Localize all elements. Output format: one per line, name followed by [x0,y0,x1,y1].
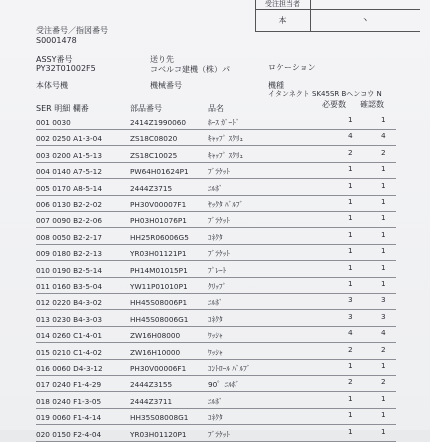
row-part-name: ﾌﾟﾚｰﾄ [208,265,227,275]
row-confirmed: 4 [381,328,386,338]
stamp-mark: 丶 [361,16,369,25]
row-confirmed: 3 [381,295,386,305]
row-confirmed: 1 [381,393,386,403]
row-ser: 004 0140 A7-5-12 [36,167,102,177]
row-part-name: ｷｬｯﾌﾟ ｽｸﾘｭ [208,134,244,144]
row-divider [36,260,396,261]
row-part-number: PH30V00006F1 [130,364,187,373]
row-ser: 018 0240 F1-3-05 [36,396,102,406]
col-name: 品名 [208,104,224,113]
row-required: 1 [348,393,353,403]
row-divider [36,178,396,179]
row-divider [36,359,396,360]
body-model-label: 本体号機 [36,81,68,90]
row-confirmed: 3 [381,311,386,321]
row-divider [36,244,396,245]
row-part-name: ｺﾝﾄﾛｰﾙ ﾊﾞﾙﾌﾞ [208,364,251,373]
row-required: 2 [348,147,353,157]
col-ser: SER 明細 欄番 [36,104,89,113]
row-part-name: ﾌﾞﾗｹｯﾄ [208,216,230,226]
machine-no-label: 機械番号 [150,81,182,90]
col-part: 部品番号 [130,104,162,113]
row-divider [36,375,396,376]
assy-label: ASSY番号 [36,55,73,64]
stamp-box [255,0,420,32]
row-confirmed: 1 [381,213,386,223]
row-required: 2 [348,377,353,387]
row-required: 1 [348,164,353,174]
row-ser: 001 0030 [36,118,71,127]
row-part-number: 2444Z3711 [130,396,173,406]
order-label: 受注番号／指図番号 [36,26,108,35]
row-required: 3 [348,295,353,305]
stamp-name: 本 [255,9,311,32]
row-part-name: ﾆﾙﾎﾞ [208,396,223,406]
row-ser: 017 0240 F1-4-29 [36,380,102,390]
row-part-name: ﾜｯｼｬ [208,347,223,357]
row-ser: 020 0150 F2-4-04 [36,429,102,439]
row-confirmed: 1 [381,361,386,370]
row-confirmed: 1 [381,164,386,174]
row-part-name: ｺﾈｸﾀ [208,413,223,423]
row-required: 1 [348,197,353,206]
row-part-name: ﾌﾞﾗｹｯﾄ [208,249,230,259]
model-value: イタンネクト SK45SR Bヘンコウ N [268,90,382,98]
row-ser: 011 0160 B3-5-04 [36,282,102,291]
row-ser: 005 0170 A8-5-14 [36,183,102,193]
row-confirmed: 2 [381,147,386,157]
row-part-number: 2414Z1990060 [130,118,187,127]
row-ser: 019 0060 F1-4-14 [36,413,102,423]
row-divider [36,391,396,392]
row-divider [36,293,396,294]
row-ser: 016 0060 D4-3-12 [36,364,103,373]
row-part-name: ﾆﾙﾎﾞ [208,183,223,193]
row-part-number: PW64H01624P1 [130,167,189,177]
row-divider [36,424,396,425]
row-ser: 013 0230 B4-3-03 [36,314,102,324]
row-required: 4 [348,131,353,141]
row-required: 1 [348,213,353,223]
row-ser: 006 0130 B2-2-02 [36,200,102,209]
row-part-name: ｺﾈｸﾀ [208,314,223,324]
row-required: 1 [348,229,353,239]
row-divider [36,326,396,327]
row-ser: 014 0260 C1-4-01 [36,331,103,341]
row-part-name: ﾆﾙﾎﾞ [208,298,223,308]
model-label: 機種 [268,81,284,90]
row-divider [36,145,396,146]
row-divider [36,211,396,212]
location-label: ロケーション [268,63,316,72]
row-part-name: ｺﾈｸﾀ [208,232,223,242]
row-divider [36,342,396,343]
row-required: 4 [348,328,353,338]
col-confirmed: 確認数 [360,100,384,109]
row-required: 1 [348,426,353,436]
row-part-name: ﾔｯｸﾀ ﾊﾞﾙﾌﾞ [208,200,244,209]
assy-number: PY32T01002F5 [36,64,96,73]
row-required: 1 [348,410,353,420]
row-ser: 002 0250 A1-3-04 [36,134,102,144]
row-confirmed: 1 [381,426,386,436]
row-part-number: PH14M01015P1 [130,265,188,275]
row-part-name: 90゜ﾆﾙﾎﾞ [208,380,240,390]
row-part-number: 2444Z3155 [130,380,173,390]
row-part-number: HH45S08006G1 [130,314,189,324]
row-part-number: PH03H01076P1 [130,216,187,226]
row-required: 1 [348,262,353,272]
row-part-number: 2444Z3715 [130,183,173,193]
row-confirmed: 1 [381,262,386,272]
row-confirmed: 1 [381,410,386,420]
row-part-name: ﾌﾞﾗｹｯﾄ [208,429,230,439]
row-ser: 012 0220 B4-3-02 [36,298,102,308]
row-ser: 003 0200 A1-5-13 [36,150,102,160]
row-required: 1 [348,180,353,190]
row-divider [36,309,396,310]
row-part-name: ｸﾘｯﾌﾟ [208,282,227,291]
row-divider [36,227,396,228]
row-ser: 009 0180 B2-2-13 [36,249,102,259]
row-ser: 015 0210 C1-4-02 [36,347,103,357]
dest-label: 送り先 [150,55,174,64]
row-required: 1 [348,279,353,288]
row-required: 1 [348,361,353,370]
row-confirmed: 1 [381,229,386,239]
row-part-number: YW11P01010P1 [130,282,188,291]
row-ser: 008 0050 B2-2-17 [36,232,102,242]
row-divider [36,441,396,442]
row-part-number: YR03H01121P1 [130,249,187,259]
row-divider [36,195,396,196]
row-part-number: ZS18C10025 [130,150,178,160]
row-divider [36,162,396,163]
row-confirmed: 1 [381,246,386,256]
row-required: 2 [348,344,353,354]
row-part-number: HH25R06006G5 [130,232,189,242]
row-required: 1 [348,115,353,124]
row-confirmed: 2 [381,377,386,387]
row-confirmed: 1 [381,180,386,190]
row-ser: 010 0190 B2-5-14 [36,265,102,275]
row-part-name: ﾜｯｼｬ [208,331,223,341]
row-confirmed: 4 [381,131,386,141]
row-part-name: ｷｬｯﾌﾟ ｽｸﾘｭ [208,150,244,160]
row-confirmed: 1 [381,197,386,206]
row-confirmed: 1 [381,115,386,124]
row-part-number: ZW16H08000 [130,331,181,341]
row-part-number: YR03H01120P1 [130,429,187,439]
row-part-number: HH35S08008G1 [130,413,189,423]
row-confirmed: 1 [381,279,386,288]
row-ser: 007 0090 B2-2-06 [36,216,102,226]
row-divider [36,129,396,130]
row-required: 1 [348,246,353,256]
row-divider [36,277,396,278]
row-part-number: ZW16H10000 [130,347,181,357]
stamp-header: 受注担当者 [255,0,311,10]
row-part-number: PH30V00007F1 [130,200,187,209]
row-part-number: ZS18C08020 [130,134,178,144]
row-confirmed: 2 [381,344,386,354]
row-part-name: ﾎｰｽ ｶﾞｰﾄﾞ [208,118,240,127]
col-required: 必要数 [322,100,346,109]
row-part-name: ﾌﾞﾗｹｯﾄ [208,167,230,177]
row-divider [36,408,396,409]
row-required: 3 [348,311,353,321]
dest-name: コベルコ建機（株）パ [150,65,230,74]
order-number: S0001478 [36,36,77,45]
row-part-number: HH45S08006P1 [130,298,188,308]
